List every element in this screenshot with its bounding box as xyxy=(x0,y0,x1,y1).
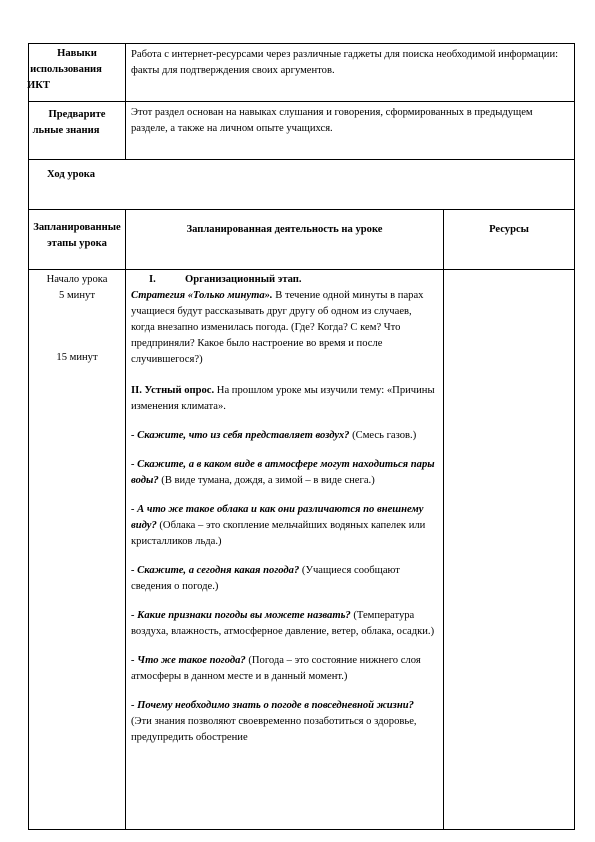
question-text: - Что же такое погода? xyxy=(131,655,246,666)
answer-text: (Учащиеся сообщают сведения о погоде.) xyxy=(131,565,400,592)
ict-label-line-2: использования xyxy=(30,64,102,75)
ict-label-line-3: ИКТ xyxy=(27,80,50,91)
answer-text: (В виде тумана, дождя, а зимой – в виде снега.) xyxy=(158,475,375,486)
stage-start-time: 5 минут xyxy=(59,290,95,301)
stages-header: Запланированные этапы урока xyxy=(33,222,121,249)
stage-cell xyxy=(29,270,126,830)
strategy-paragraph xyxy=(131,288,437,368)
org-stage-heading xyxy=(131,272,437,288)
question-item xyxy=(131,608,437,640)
question-text: - Почему необходимо знать о погоде в повседневной жизни? xyxy=(131,700,414,711)
prior-knowledge-row xyxy=(29,102,575,160)
ict-label-cell xyxy=(29,44,126,102)
answer-text: (Погода – это состояние нижнего слоя атмосферы в данном месте и в данный момент.) xyxy=(131,655,421,682)
strategy-name: Стратегия «Только минута». xyxy=(131,290,273,301)
resources-header-cell xyxy=(444,210,575,270)
answer-text: (Облака – это скопление мельчайших водяных капелек или кристалликов льда.) xyxy=(131,520,426,547)
lesson-plan-table xyxy=(28,43,575,830)
oral-quiz-text: На прошлом уроке мы изучили тему: «Причины изменения климата». xyxy=(131,385,435,412)
stages-header-cell xyxy=(29,210,126,270)
strategy-text: В течение одной минуты в парах учащиеся будут рассказывать друг другу об одном из случаев, когда внезапно изменилась погода. (Где? Когда? С кем? Что предприняли? Какое было настроение во время и после случившегося?) xyxy=(131,290,424,365)
ict-text: Работа с интернет-ресурсами через различные гаджеты для поиска необходимой информации: факты для подтверждения своих аргументов. xyxy=(126,44,575,102)
prior-label-cell xyxy=(29,102,126,160)
org-stage-number: I. xyxy=(149,274,156,285)
activity-header-cell xyxy=(126,210,444,270)
ict-label-line-1: Навыки xyxy=(57,48,97,59)
question-item xyxy=(131,653,437,685)
lesson-course-heading: Ход урока xyxy=(29,160,575,210)
stage-start-label: Начало урока xyxy=(46,274,108,285)
column-header-row xyxy=(29,210,575,270)
activity-cell xyxy=(126,270,444,830)
question-text: - А что же такое облака и как они различаются по внешнему виду? xyxy=(131,504,424,531)
org-stage-title: Организационный этап. xyxy=(185,274,302,285)
resources-header: Ресурсы xyxy=(489,224,529,235)
stage-second-time: 15 минут xyxy=(56,352,98,363)
oral-quiz-paragraph xyxy=(131,383,437,415)
question-text: - Скажите, что из себя представляет воздух? xyxy=(131,430,350,441)
lesson-body-row xyxy=(29,270,575,830)
oral-quiz-title: II. Устный опрос. xyxy=(131,385,215,396)
question-text: - Какие признаки погоды вы можете назвать? xyxy=(131,610,351,621)
answer-text: (Температура воздуха, влажность, атмосферное давление, ветер, облака, осадки.) xyxy=(131,610,435,637)
question-text: - Скажите, а в каком виде в атмосфере могут находиться пары воды? xyxy=(131,459,435,486)
question-item xyxy=(131,698,437,746)
question-item xyxy=(131,457,437,489)
activity-header: Запланированная деятельность на уроке xyxy=(186,224,383,235)
answer-text: (Эти знания позволяют своевременно позаботиться о здоровье, предупредить обострение xyxy=(131,716,417,743)
lesson-course-row xyxy=(29,160,575,210)
question-text: - Скажите, а сегодня какая погода? xyxy=(131,565,300,576)
question-item xyxy=(131,563,437,595)
question-item xyxy=(131,428,437,444)
question-item xyxy=(131,502,437,550)
resources-cell xyxy=(444,270,575,830)
prior-label-line-2: льные знания xyxy=(32,125,100,136)
ict-row xyxy=(29,44,575,102)
prior-label-line-1: Предварите xyxy=(48,109,106,120)
answer-text: (Смесь газов.) xyxy=(349,430,417,441)
prior-text: Этот раздел основан на навыках слушания и говорения, сформированных в предыдущем разделе, а также на личном опыте учащихся. xyxy=(126,102,575,160)
